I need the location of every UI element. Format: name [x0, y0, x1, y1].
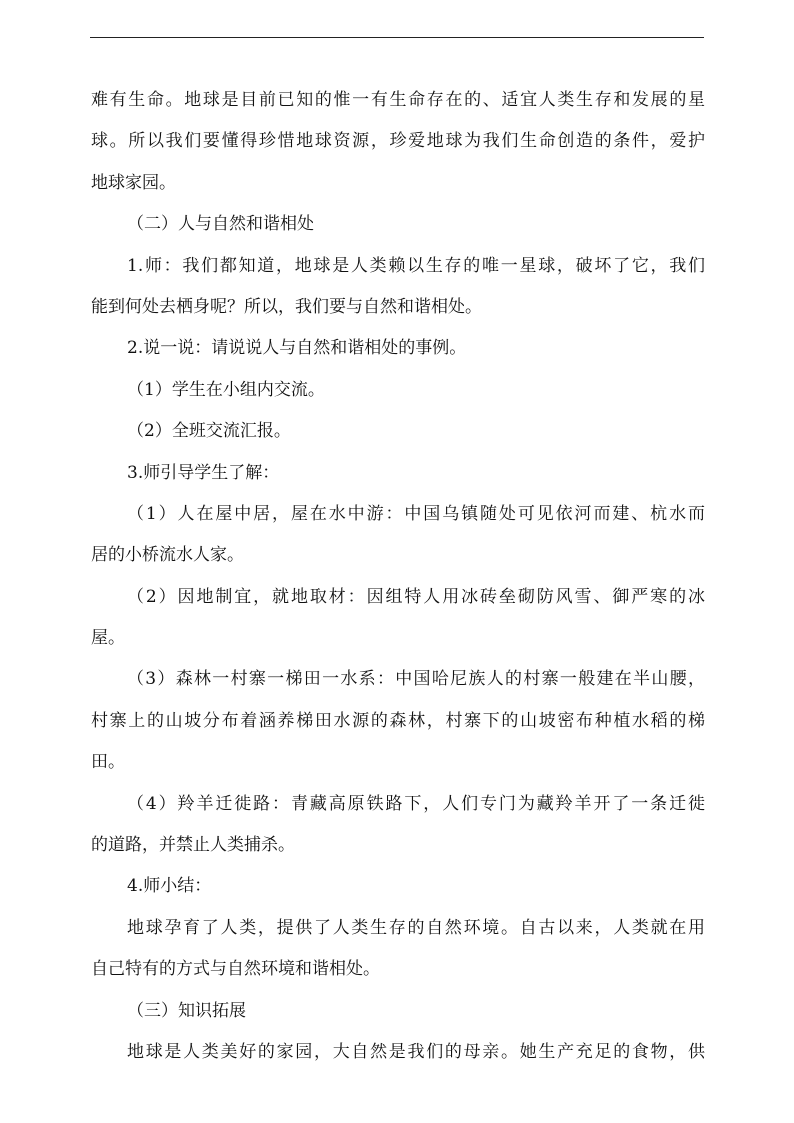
- section-heading: （三）知识拓展: [127, 1000, 246, 1021]
- paragraph-line: 地球家园。: [91, 172, 176, 193]
- list-item: （2）全班交流汇报。: [127, 421, 291, 442]
- section-heading: （二）人与自然和谐相处: [127, 214, 314, 235]
- paragraph-line: 村寨上的山坡分布着涵养梯田水源的森林，村寨下的山坡密布种植水稻的梯: [91, 710, 705, 731]
- document-body: [91, 80, 705, 1073]
- paragraph-line: 3.师引导学生了解：: [127, 462, 280, 483]
- paragraph-line: 自己特有的方式与自然环境和谐相处。: [91, 959, 380, 980]
- header-rule: [90, 37, 704, 38]
- paragraph-line: 能到何处去栖身呢？所以，我们要与自然和谐相处。: [91, 296, 482, 317]
- paragraph-line: 居的小桥流水人家。: [91, 545, 244, 566]
- paragraph-line: 难有生命。地球是目前已知的惟一有生命存在的、适宜人类生存和发展的星: [91, 90, 705, 110]
- list-item: （1）学生在小组内交流。: [127, 379, 325, 400]
- paragraph-line: 2.说一说：请说说人与自然和谐相处的事例。: [127, 338, 467, 359]
- list-item: （2）因地制宜，就地取材：因组特人用冰砖垒砌防风雪、御严寒的冰: [127, 586, 705, 607]
- paragraph-line: 地球是人类美好的家园，大自然是我们的母亲。她生产充足的食物，供: [127, 1041, 705, 1062]
- paragraph-line: 地球孕育了人类，提供了人类生存的自然环境。自古以来，人类就在用: [127, 917, 705, 938]
- paragraph-line: 屋。: [91, 628, 125, 649]
- list-item: （3）森林一村寨一梯田一水系：中国哈尼族人的村寨一般建在半山腰，: [127, 669, 705, 690]
- list-item: （4）羚羊迁徙路：青藏高原铁路下，人们专门为藏羚羊开了一条迁徙: [127, 793, 705, 814]
- list-item: （1）人在屋中居，屋在水中游：中国乌镇随处可见依河而建、杭水而: [127, 503, 705, 524]
- paragraph-line: 4.师小结：: [127, 876, 212, 897]
- paragraph-line: 1.师：我们都知道，地球是人类赖以生存的唯一星球，破坏了它，我们: [127, 255, 705, 276]
- paragraph-line: 的道路，并禁止人类捕杀。: [91, 835, 295, 856]
- paragraph-line: 球。所以我们要懂得珍惜地球资源，珍爱地球为我们生命创造的条件，爱护: [91, 131, 705, 152]
- paragraph-line: 田。: [91, 752, 125, 773]
